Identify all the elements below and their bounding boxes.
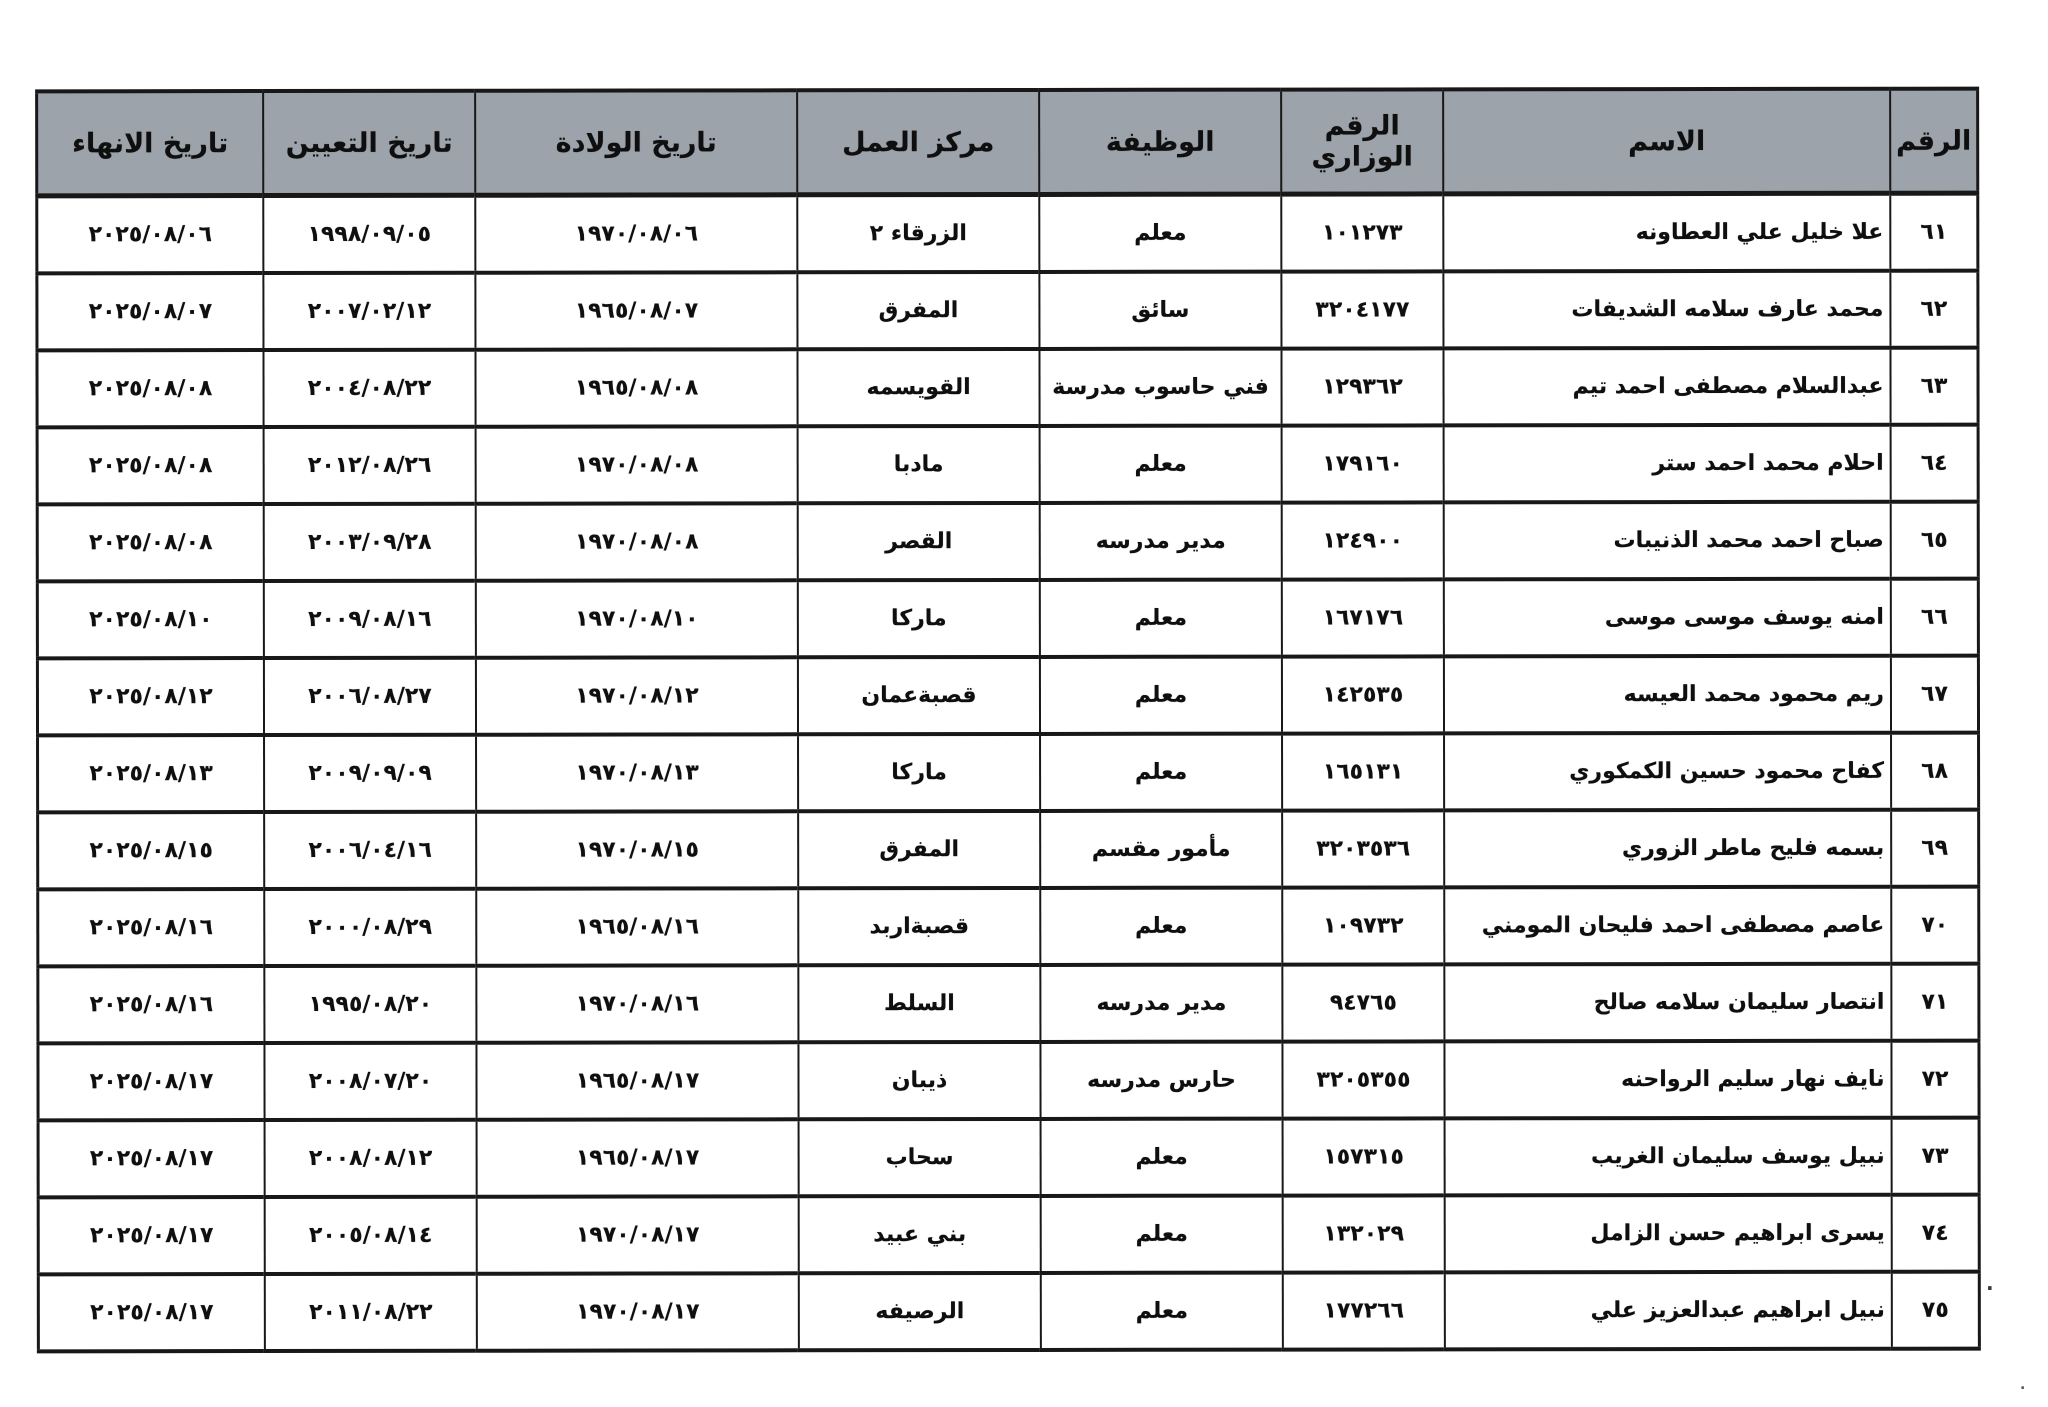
cell-num: ٧٠ xyxy=(1891,886,1979,963)
cell-name: امنه يوسف موسى موسى xyxy=(1444,578,1891,656)
cell-birth_date: ١٩٧٠/٠٨/٠٦ xyxy=(475,195,797,272)
cell-name: نبيل ابراهيم عبدالعزيز علي xyxy=(1445,1271,1892,1349)
header-cell-hire_date: تاريخ التعيين xyxy=(263,91,475,196)
cell-name: ريم محمود محمد العيسه xyxy=(1444,655,1891,733)
cell-work_center: الرصيفه xyxy=(799,1272,1041,1349)
cell-ministry_no: ١٦٥١٣١ xyxy=(1282,733,1444,810)
table-row xyxy=(37,347,1978,427)
table-row xyxy=(38,1040,1979,1120)
cell-job: مأمور مقسم xyxy=(1040,810,1282,887)
employee-list-table xyxy=(35,87,1981,1353)
cell-end_date: ٢٠٢٥/٠٨/٠٨ xyxy=(37,427,264,504)
cell-num: ٧٥ xyxy=(1892,1271,1980,1348)
table-header xyxy=(37,89,1978,196)
cell-birth_date: ١٩٧٠/٠٨/١٦ xyxy=(476,965,798,1042)
header-cell-ministry_no: الرقم الوزاري xyxy=(1281,89,1443,194)
cell-end_date: ٢٠٢٥/٠٨/٠٨ xyxy=(37,350,264,427)
cell-birth_date: ١٩٧٠/٠٨/١٠ xyxy=(476,580,798,657)
cell-num: ٧٤ xyxy=(1892,1194,1980,1271)
cell-ministry_no: ١٠٩٧٣٢ xyxy=(1282,887,1444,964)
cell-job: معلم xyxy=(1039,194,1281,271)
cell-birth_date: ١٩٦٥/٠٨/١٧ xyxy=(477,1119,799,1196)
cell-hire_date: ٢٠٠٩/٠٨/١٦ xyxy=(264,580,476,657)
cell-num: ٦٢ xyxy=(1890,270,1978,347)
cell-work_center: قصبةاربد xyxy=(798,887,1040,964)
cell-num: ٦٩ xyxy=(1891,809,1979,886)
cell-job: معلم xyxy=(1040,887,1282,964)
table-row xyxy=(37,270,1978,350)
cell-num: ٦٣ xyxy=(1890,347,1978,424)
cell-birth_date: ١٩٧٠/٠٨/١٢ xyxy=(476,657,798,734)
cell-job: معلم xyxy=(1040,579,1282,656)
table-row xyxy=(38,1194,1979,1274)
table-row xyxy=(37,193,1978,273)
table-row xyxy=(38,886,1979,966)
cell-job: فني حاسوب مدرسة xyxy=(1039,348,1281,425)
cell-name: علا خليل علي العطاونه xyxy=(1443,193,1890,271)
cell-num: ٦٥ xyxy=(1891,501,1979,578)
cell-birth_date: ١٩٦٥/٠٨/١٧ xyxy=(476,1042,798,1119)
cell-ministry_no: ١٧٩١٦٠ xyxy=(1282,425,1444,502)
table-row xyxy=(38,1271,1979,1351)
cell-ministry_no: ١٧٧٢٦٦ xyxy=(1283,1272,1445,1349)
cell-job: مدير مدرسه xyxy=(1040,964,1282,1041)
cell-name: عبدالسلام مصطفى احمد تيم xyxy=(1443,347,1890,425)
cell-work_center: السلط xyxy=(798,964,1040,1041)
cell-end_date: ٢٠٢٥/٠٨/١٧ xyxy=(38,1197,265,1274)
cell-birth_date: ١٩٧٠/٠٨/١٧ xyxy=(477,1196,799,1273)
cell-end_date: ٢٠٢٥/٠٨/١٠ xyxy=(37,581,264,658)
cell-name: كفاح محمود حسين الكمكوري xyxy=(1444,732,1891,810)
cell-work_center: المفرق xyxy=(797,271,1039,348)
cell-ministry_no: ١٢٩٣٦٢ xyxy=(1281,348,1443,425)
cell-birth_date: ١٩٧٠/٠٨/١٥ xyxy=(476,811,798,888)
cell-end_date: ٢٠٢٥/٠٨/١٥ xyxy=(38,812,265,889)
cell-end_date: ٢٠٢٥/٠٨/٠٧ xyxy=(37,273,264,350)
cell-hire_date: ٢٠٠٥/٠٨/١٤ xyxy=(265,1196,477,1273)
table-row xyxy=(38,809,1979,889)
cell-end_date: ٢٠٢٥/٠٨/١٣ xyxy=(38,735,265,812)
cell-num: ٦٨ xyxy=(1891,732,1979,809)
cell-hire_date: ١٩٩٨/٠٩/٠٥ xyxy=(263,195,475,272)
cell-num: ٧١ xyxy=(1891,963,1979,1040)
cell-ministry_no: ١٢٤٩٠٠ xyxy=(1282,502,1444,579)
cell-hire_date: ٢٠١٢/٠٨/٢٦ xyxy=(264,426,476,503)
table-body xyxy=(37,193,1980,1351)
table-row xyxy=(37,424,1978,504)
table-row xyxy=(37,501,1978,581)
cell-birth_date: ١٩٦٥/٠٨/٠٨ xyxy=(475,349,797,426)
cell-name: انتصار سليمان سلامه صالح xyxy=(1444,963,1891,1041)
cell-ministry_no: ٩٤٧٦٥ xyxy=(1282,964,1444,1041)
cell-birth_date: ١٩٧٠/٠٨/٠٨ xyxy=(476,503,798,580)
cell-job: معلم xyxy=(1041,1118,1283,1195)
cell-birth_date: ١٩٧٠/٠٨/١٣ xyxy=(476,734,798,811)
cell-job: معلم xyxy=(1041,1272,1283,1349)
cell-end_date: ٢٠٢٥/٠٨/١٢ xyxy=(37,658,264,735)
cell-name: بسمه فليح ماطر الزوري xyxy=(1444,809,1891,887)
table-row xyxy=(37,578,1978,658)
cell-ministry_no: ٣٢٠٣٥٣٦ xyxy=(1282,810,1444,887)
cell-hire_date: ٢٠٠٨/٠٧/٢٠ xyxy=(264,1042,476,1119)
cell-work_center: مادبا xyxy=(798,425,1040,502)
cell-num: ٦٤ xyxy=(1891,424,1979,501)
cell-job: مدير مدرسه xyxy=(1040,502,1282,579)
cell-end_date: ٢٠٢٥/٠٨/١٦ xyxy=(38,966,265,1043)
cell-hire_date: ٢٠٠٦/٠٤/١٦ xyxy=(264,811,476,888)
cell-name: نبيل يوسف سليمان الغريب xyxy=(1445,1117,1892,1195)
cell-end_date: ٢٠٢٥/٠٨/١٧ xyxy=(38,1120,265,1197)
cell-hire_date: ٢٠٠٧/٠٢/١٢ xyxy=(263,272,475,349)
cell-name: محمد عارف سلامه الشديفات xyxy=(1443,270,1890,348)
cell-num: ٦١ xyxy=(1890,193,1978,270)
cell-job: معلم xyxy=(1040,656,1282,733)
header-cell-end_date: تاريخ الانهاء xyxy=(37,91,264,196)
cell-hire_date: ٢٠٠٠/٠٨/٢٩ xyxy=(264,888,476,965)
cell-num: ٧٢ xyxy=(1891,1040,1979,1117)
cell-work_center: القويسمه xyxy=(797,348,1039,425)
cell-num: ٦٧ xyxy=(1891,655,1979,732)
cell-work_center: قصبةعمان xyxy=(798,656,1040,733)
cell-name: عاصم مصطفى احمد فليحان المومني xyxy=(1444,886,1891,964)
cell-hire_date: ٢٠٠٦/٠٨/٢٧ xyxy=(264,657,476,734)
cell-ministry_no: ١٠١٢٧٣ xyxy=(1281,194,1443,271)
header-cell-job: الوظيفة xyxy=(1039,90,1281,195)
cell-end_date: ٢٠٢٥/٠٨/١٧ xyxy=(38,1043,265,1120)
cell-job: معلم xyxy=(1040,425,1282,502)
scan-speck: · xyxy=(1986,1276,1994,1300)
cell-work_center: الزرقاء ٢ xyxy=(797,194,1039,271)
cell-job: معلم xyxy=(1041,1195,1283,1272)
cell-work_center: ذيبان xyxy=(798,1041,1040,1118)
cell-name: صباح احمد محمد الذنيبات xyxy=(1444,501,1891,579)
cell-work_center: بني عبيد xyxy=(799,1195,1041,1272)
cell-birth_date: ١٩٦٥/٠٨/١٦ xyxy=(476,888,798,965)
cell-ministry_no: ١٦٧١٧٦ xyxy=(1282,579,1444,656)
cell-end_date: ٢٠٢٥/٠٨/١٧ xyxy=(38,1274,265,1351)
cell-hire_date: ٢٠٠٨/٠٨/١٢ xyxy=(265,1119,477,1196)
cell-ministry_no: ٣٢٠٤١٧٧ xyxy=(1281,271,1443,348)
cell-work_center: القصر xyxy=(798,502,1040,579)
cell-work_center: ماركا xyxy=(798,579,1040,656)
cell-name: احلام محمد احمد ستر xyxy=(1444,424,1891,502)
header-cell-work_center: مركز العمل xyxy=(797,90,1039,195)
cell-work_center: ماركا xyxy=(798,733,1040,810)
cell-hire_date: ١٩٩٥/٠٨/٢٠ xyxy=(264,965,476,1042)
cell-ministry_no: ١٤٢٥٣٥ xyxy=(1282,656,1444,733)
cell-num: ٧٣ xyxy=(1892,1117,1980,1194)
cell-end_date: ٢٠٢٥/٠٨/١٦ xyxy=(38,889,265,966)
cell-end_date: ٢٠٢٥/٠٨/٠٦ xyxy=(37,196,264,273)
cell-hire_date: ٢٠١١/٠٨/٢٢ xyxy=(265,1273,477,1350)
cell-work_center: المفرق xyxy=(798,810,1040,887)
scan-speck: . xyxy=(2020,1377,2026,1393)
cell-job: معلم xyxy=(1040,733,1282,810)
cell-hire_date: ٢٠٠٤/٠٨/٢٢ xyxy=(263,349,475,426)
cell-birth_date: ١٩٧٠/٠٨/١٧ xyxy=(477,1273,799,1350)
header-cell-num: الرقم xyxy=(1890,89,1978,194)
cell-job: سائق xyxy=(1039,271,1281,348)
cell-ministry_no: ٣٢٠٥٣٥٥ xyxy=(1282,1041,1444,1118)
cell-name: نايف نهار سليم الرواحنه xyxy=(1444,1040,1891,1118)
cell-birth_date: ١٩٧٠/٠٨/٠٨ xyxy=(476,426,798,503)
cell-num: ٦٦ xyxy=(1891,578,1979,655)
cell-job: حارس مدرسه xyxy=(1040,1041,1282,1118)
cell-name: يسرى ابراهيم حسن الزامل xyxy=(1445,1194,1892,1272)
cell-hire_date: ٢٠٠٩/٠٩/٠٩ xyxy=(264,734,476,811)
header-cell-name: الاسم xyxy=(1443,89,1890,194)
cell-birth_date: ١٩٦٥/٠٨/٠٧ xyxy=(475,272,797,349)
cell-ministry_no: ١٥٧٣١٥ xyxy=(1283,1118,1445,1195)
cell-hire_date: ٢٠٠٣/٠٩/٢٨ xyxy=(264,503,476,580)
cell-ministry_no: ١٣٢٠٢٩ xyxy=(1283,1195,1445,1272)
table-row xyxy=(38,732,1979,812)
table-row xyxy=(38,1117,1979,1197)
table-row xyxy=(38,963,1979,1043)
table-row xyxy=(37,655,1978,735)
cell-end_date: ٢٠٢٥/٠٨/٠٨ xyxy=(37,504,264,581)
cell-work_center: سحاب xyxy=(799,1118,1041,1195)
header-row xyxy=(37,89,1978,196)
header-cell-birth_date: تاريخ الولادة xyxy=(475,90,797,195)
